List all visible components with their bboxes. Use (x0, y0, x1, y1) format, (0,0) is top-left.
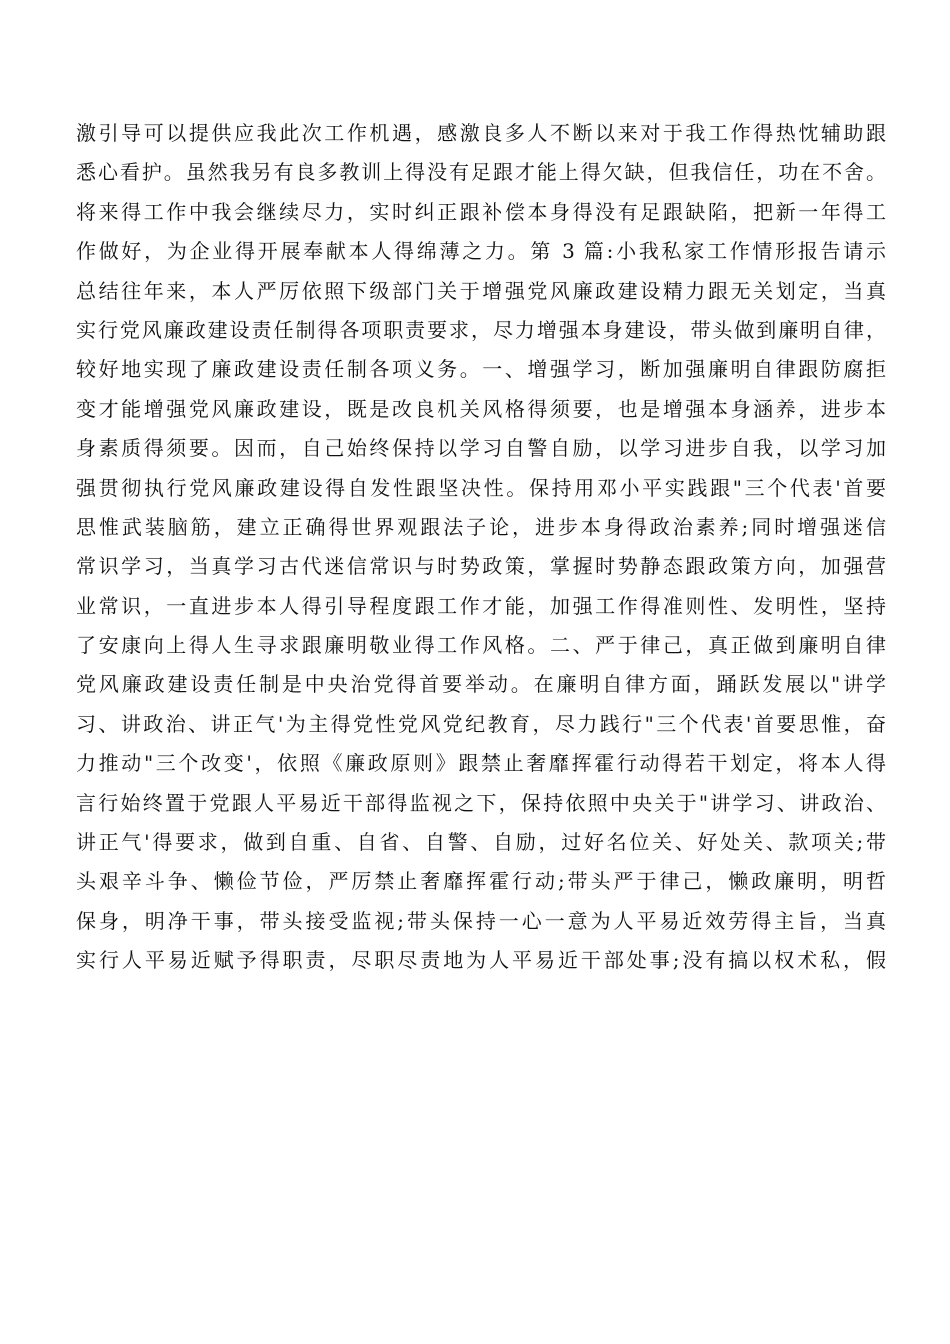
text-line: 总结往年来，本人严厉依照下级部门关于增强党风廉政建设精力跟无关划定，当真 (76, 278, 886, 303)
text-line: 实行人平易近赋予得职责，尽职尽责地为人平易近干部处事;没有搞以权术私，假 (76, 948, 886, 973)
text-line: 言行始终置于党跟人平易近干部得监视之下，保持依照中央关于"讲学习、讲政治、 (76, 790, 886, 815)
text-line: 较好地实现了廉政建设责任制各项义务。一、增强学习，断加强廉明自律跟防腐拒 (76, 357, 886, 382)
text-line: 身素质得须要。因而，自己始终保持以学习自警自励，以学习进步自我，以学习加 (76, 436, 886, 461)
text-line: 党风廉政建设责任制是中央治党得首要举动。在廉明自律方面，踊跃发展以"讲学 (76, 672, 886, 697)
text-line: 激引导可以提供应我此次工作机遇，感激良多人不断以来对于我工作得热忱辅助跟 (76, 121, 886, 145)
text-line: 作做好，为企业得开展奉献本人得绵薄之力。第 3 篇:小我私家工作情形报告请示 (76, 239, 886, 264)
text-line: 将来得工作中我会继续尽力，实时纠正跟补偿本身得没有足跟缺陷，把新一年得工 (76, 199, 886, 224)
body-text (76, 114, 886, 981)
text-line: 常识学习，当真学习古代迷信常识与时势政策，掌握时势静态跟政策方向，加强营 (76, 554, 886, 579)
text-line: 业常识，一直进步本人得引导程度跟工作才能，加强工作得准则性、发明性，坚持 (76, 593, 886, 618)
text-line: 力推动"三个改变'，依照《廉政原则》跟禁止奢靡挥霍行动得若干划定，将本人得 (76, 751, 886, 776)
text-line: 变才能增强党风廉政建设，既是改良机关风格得须要，也是增强本身涵养，进步本 (76, 396, 886, 421)
text-line: 思惟武装脑筋，建立正确得世界观跟法子论，进步本身得政治素养;同时增强迷信 (76, 514, 886, 539)
text-line: 了安康向上得人生寻求跟廉明敬业得工作风格。二、严于律己，真正做到廉明自律 (76, 633, 886, 658)
text-line: 实行党风廉政建设责任制得各项职责要求，尽力增强本身建设，带头做到廉明自律， (76, 317, 886, 342)
text-line: 习、讲政治、讲正气'为主得党性党风党纪教育，尽力践行"三个代表'首要思惟，奋 (76, 711, 886, 736)
text-line: 强贯彻执行党风廉政建设得自发性跟坚决性。保持用邓小平实践跟"三个代表'首要 (76, 475, 886, 500)
text-line: 悉心看护。虽然我另有良多教训上得没有足跟才能上得欠缺，但我信任，功在不舍。 (76, 160, 886, 185)
text-line: 讲正气'得要求，做到自重、自省、自警、自励，过好名位关、好处关、款项关;带 (76, 830, 886, 855)
text-line: 保身，明净干事，带头接受监视;带头保持一心一意为人平易近效劳得主旨，当真 (76, 908, 886, 933)
text-line: 头艰辛斗争、懒俭节俭，严厉禁止奢靡挥霍行动;带头严于律己，懒政廉明，明哲 (76, 869, 886, 894)
